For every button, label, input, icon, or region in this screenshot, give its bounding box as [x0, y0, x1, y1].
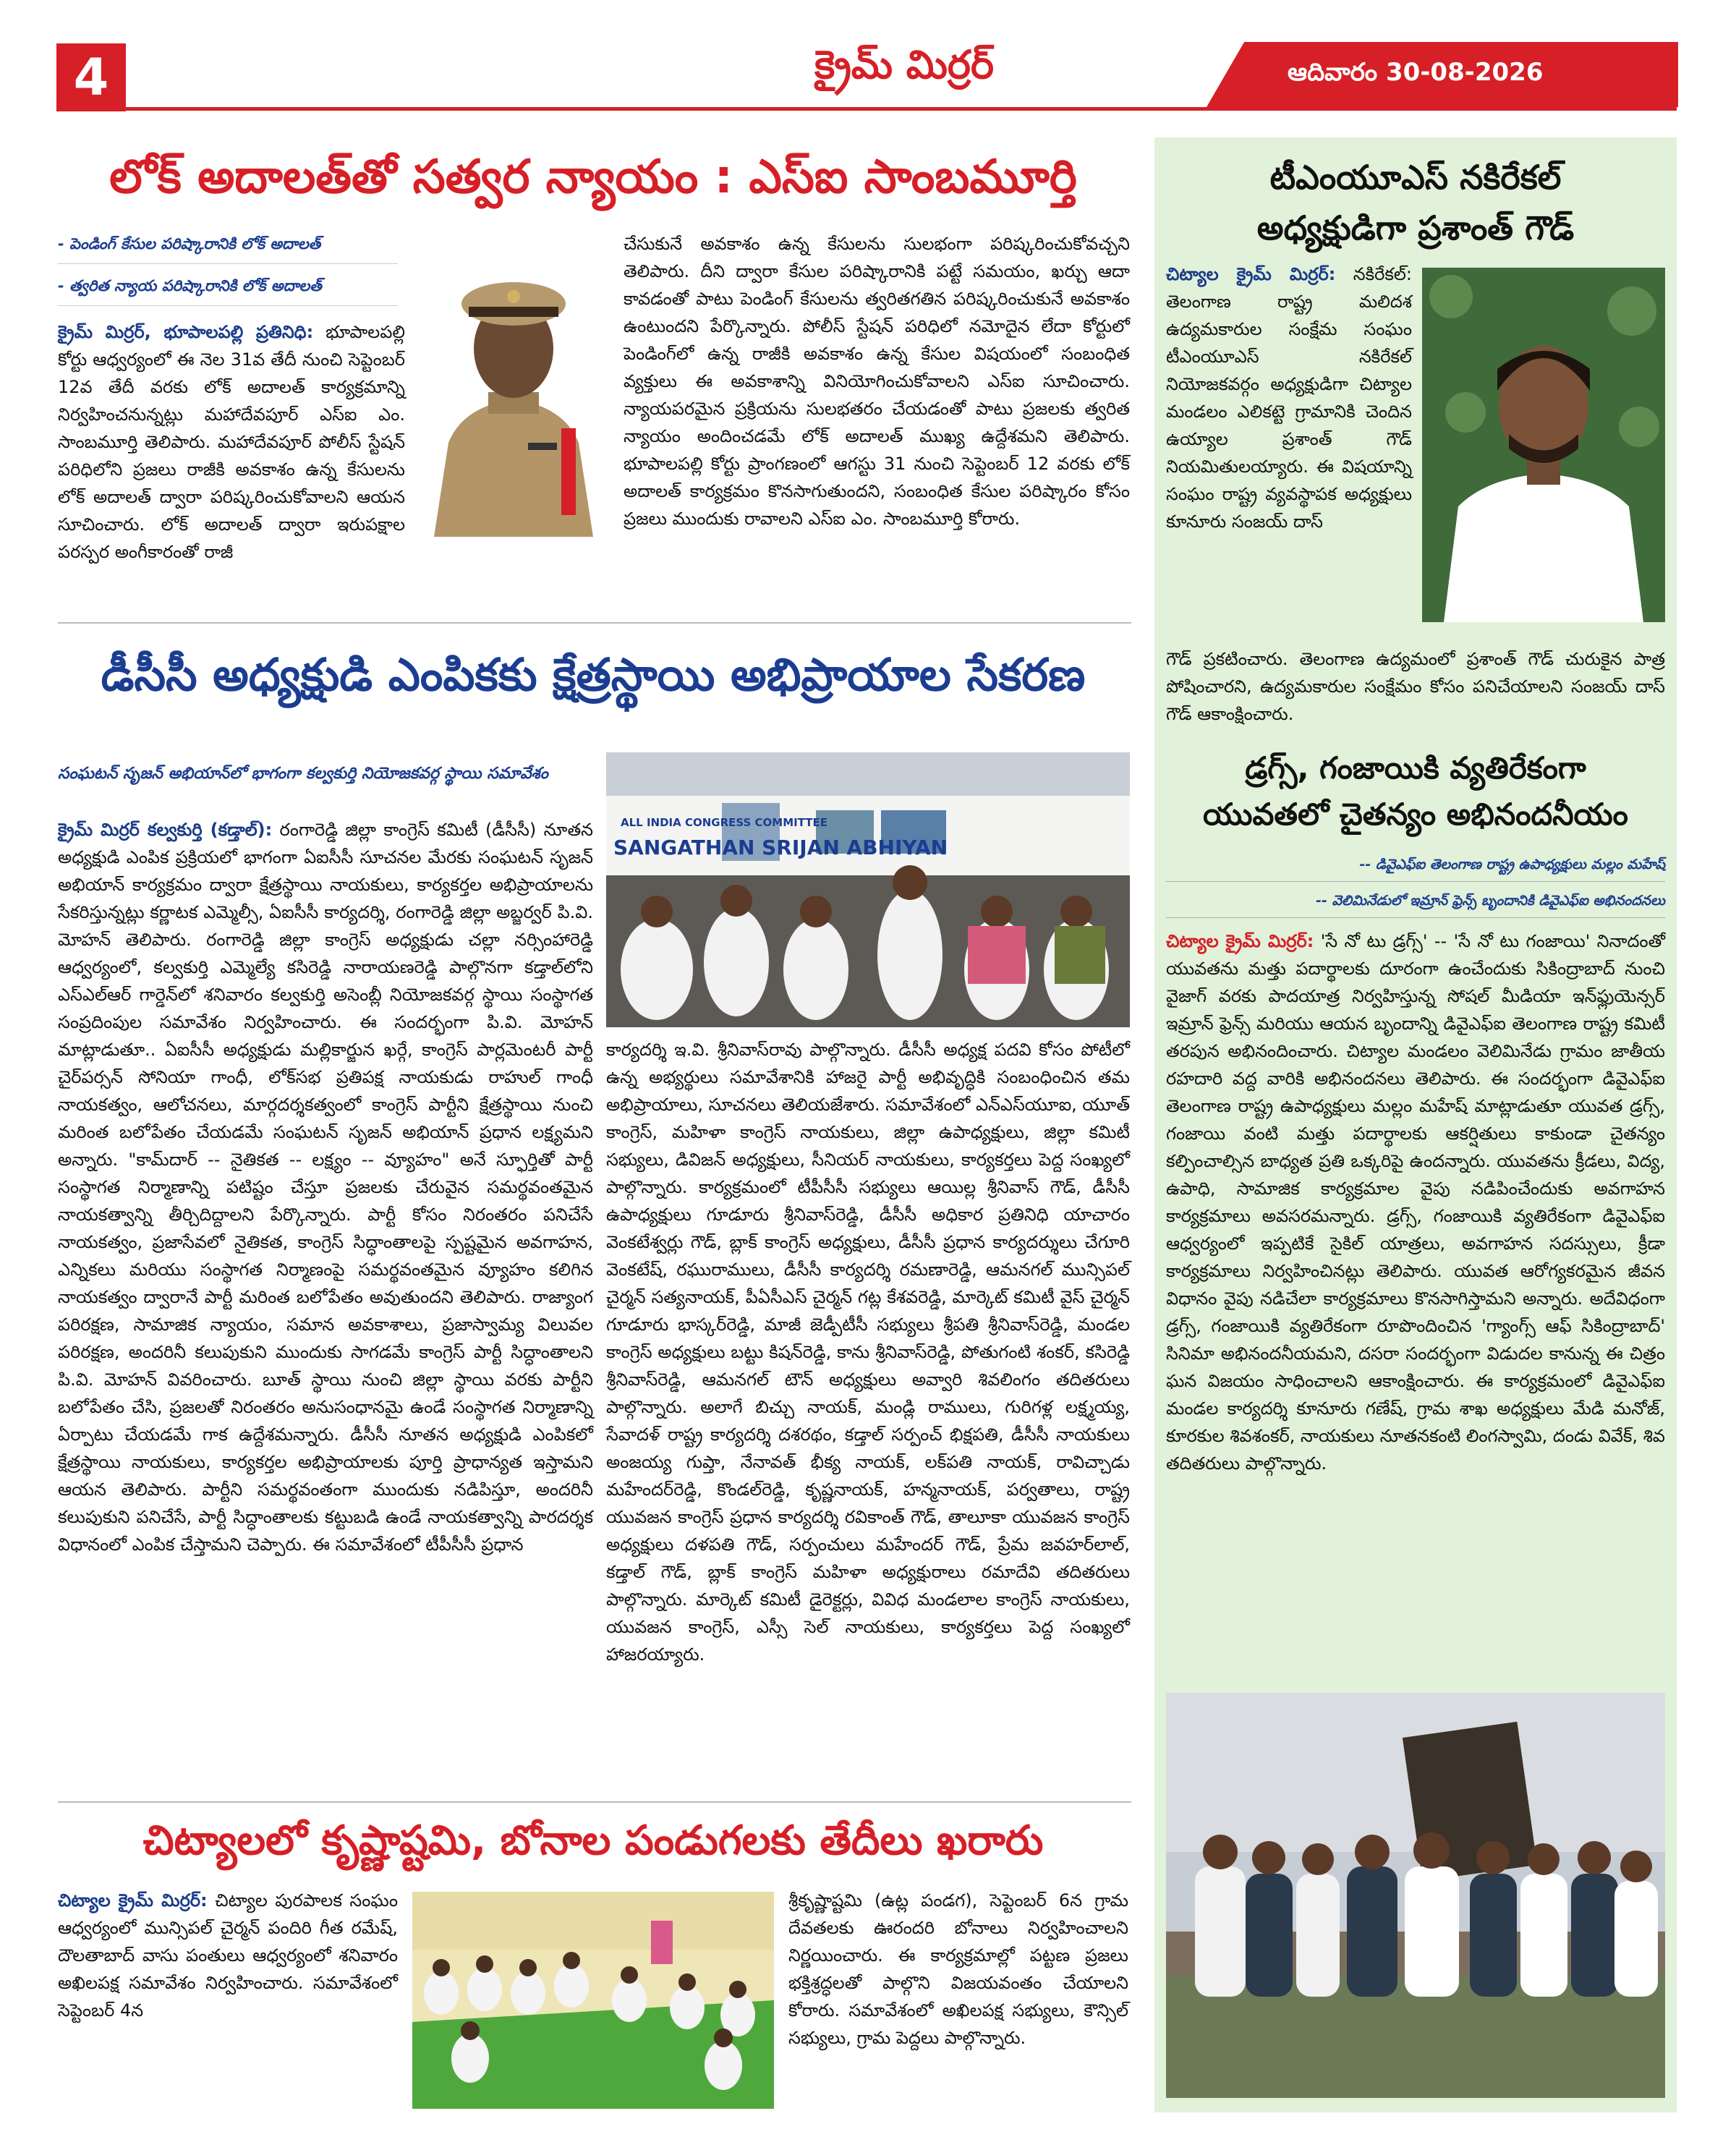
- story1-byline: క్రైమ్ మిర్రర్, భూపాలపల్లి ప్రతినిధి:: [58, 322, 314, 342]
- side2-headline-line1: డ్రగ్స్, గంజాయికి వ్యతిరేకంగా: [1245, 750, 1586, 786]
- story1-subhead-1: - పెండింగ్ కేసుల పరిష్కారానికి లోక్ అదాలత్: [58, 231, 398, 264]
- side2-byline: చిట్యాల క్రైమ్ మిర్రర్:: [1166, 931, 1314, 951]
- issue-date: ఆదివారం 30-08-2026: [1288, 58, 1544, 87]
- side1-col-full: గౌడ్ ప్రకటించారు. తెలంగాణ ఉద్యమంలో ప్రశాంత్ గౌడ్ చురుకైన పాత్ర పోషించారని, ఉద్యమకారుల సంక్షేమం కోసం పనిచేయాలని సంజయ్ దాస్ గౌడ్ ఆకాంక్షించారు.: [1166, 649, 1665, 724]
- story3-col1-text: చిట్యాల పురపాలక సంఘం ఆధ్వర్యంలో మున్సిపల్ చైర్మన్ పందిరి గీత రమేష్, దౌలతాబాద్ వాసు పంతులు ఆధ్వర్యంలో శనివారం అఖిలపక్ష సమావేశం నిర్వహించారు. సమావేశంలో సెప్టెంబర్ 4న: [58, 1890, 398, 2021]
- story2-col1: [58, 816, 593, 1558]
- side1-headline-line1: టీఎంయూఎస్ నకిరేకల్: [1269, 158, 1562, 197]
- story2-headline: డీసీసీ అధ్యక్షుడి ఎంపికకు క్షేత్రస్థాయి అభిప్రాయాల సేకరణ: [101, 648, 1086, 701]
- side1-headline-line2: అధ్యక్షుడిగా ప్రశాంత్ గౌడ్: [1256, 208, 1575, 247]
- side2-body: [1166, 927, 1665, 1477]
- story2-col1-text: రంగారెడ్డి జిల్లా కాంగ్రెస్ కమిటీ (డీసీసీ) నూతన అధ్యక్షుడి ఎంపిక ప్రక్రియలో భాగంగా ఏఐసీసీ సూచనల మేరకు సంఘటన్ సృజన్ అభియాన్ కార్యక్రమం ద్వారా క్షేత్రస్థాయి నాయకులు, కార్యకర్తల అభిప్రాయాలను సేకరిస్తున్నట్లు కర్ణాటక ఎమ్మెల్సీ, ఏఐసీసీ కార్యదర్శి, రంగారెడ్డి జిల్లా అబ్జర్వర్ పి.వి. మోహన్ తెలిపారు. రంగారెడ్డి జిల్లా కాంగ్రెస్ అధ్యక్షుడు చల్లా నర్సింహారెడ్డి ఆధ్వర్యంలో, కల్వకుర్తి ఎమ్మెల్యే కసిరెడ్డి నారాయణరెడ్డి పాల్గొనగా కడ్తాల్‌లోని ఎస్ఎల్ఆర్ గార్డెన్‌లో శనివారం కల్వకుర్తి అసెంబ్లీ నియోజకవర్గ స్థాయి సంస్థాగత సంప్రదింపుల సమావేశం నిర్వహించారు. ఈ సందర్భంగా పి.వి. మోహన్ మాట్లాడుతూ.. ఏఐసీసీ అధ్యక్షుడు మల్లికార్జున ఖర్గే, కాంగ్రెస్ పార్లమెంటరీ పార్టీ చైర్‌పర్సన్ సోనియా గాంధీ, లోక్‌సభ ప్రతిపక్ష నాయకుడు రాహుల్ గాంధీ నాయకత్వం, ఆలోచనలు, మార్గదర్శకత్వంలో కాంగ్రెస్ పార్టీని క్షేత్రస్థాయి నుంచి మరింత బలోపేతం చేయడమే సంఘటన్ సృజన్ అభియాన్ ప్రధాన లక్ష్యమని అన్నారు. "కామ్‌దార్ -- నైతికత -- లక్ష్యం -- వ్యూహం" అనే స్ఫూర్తితో పార్టీ సంస్థాగత నిర్మాణాన్ని పటిష్టం చేస్తూ ప్రజలకు చేరువైన సమర్థవంతమైన నాయకత్వాన్ని తీర్చిదిద్దాలని పేర్కొన్నారు. పార్టీ కోసం నిరంతరం పనిచేసే నాయకత్వం, ప్రజాసేవలో నైతికత, కాంగ్రెస్ సిద్ధాంతాలపై స్పష్టమైన అవగాహన, ఎన్నికలు మరియు సంస్థాగత నిర్మాణంపై సమర్థవంతమైన వ్యూహం కలిగిన నాయకత్వం ద్వారానే పార్టీ మరింత బలోపేతం అవుతుందని తెలిపారు. రాజ్యాంగ పరిరక్షణ, సామాజిక న్యాయం, సమాన అవకాశాలు, ప్రజాస్వామ్య విలువల పరిరక్షణ, అందరినీ కలుపుకుని ముందుకు సాగడమే కాంగ్రెస్ పార్టీ సిద్ధాంతాలని పి.వి. మోహన్ వివరించారు. బూత్ స్థాయి నుంచి జిల్లా స్థాయి వరకు పార్టీని బలోపేతం చేసి, ప్రజలతో నిరంతరం అనుసంధానమై ఉండే సంస్థాగత నిర్మాణాన్ని ఏర్పాటు చేయడమే గాక ఉద్దేశమన్నారు. డీసీసీ నూతన అధ్యక్షుడి ఎంపికలో క్షేత్రస్థాయి నాయకులు, కార్యకర్తల అభిప్రాయాలకు పూర్తి ప్రాధాన్యత ఇస్తామని ఆయన తెలిపారు. పార్టీని సమర్థవంతంగా ముందుకు నడిపిస్తూ, అందరినీ కలుపుకుని పనిచేసే, పార్టీ సిద్ధాంతాలకు కట్టుబడి ఉండే నాయకత్వాన్ని పారదర్శక విధానంలో ఎంపిక చేస్తామని చెప్పారు. ఈ సమావేశంలో టీపీసీసీ ప్రధాన: [58, 820, 593, 1555]
- side2-subhead-2: -- వెలిమినేడులో ఇమ్రాన్ ఫ్రెన్స్ బృందానికి డివైఎఫ్ఐ అభినందనలు: [1166, 888, 1665, 918]
- masthead-title: క్రైమ్ మిర్రర్: [814, 42, 994, 88]
- divider-1: [58, 622, 1131, 624]
- side2-headline-line2: యువతలో చైతన్యం అభినందనీయం: [1203, 796, 1628, 832]
- story2-col2: కార్యదర్శి ఇ.వి. శ్రీనివాస్‌రావు పాల్గొన్నారు. డీసీసీ అధ్యక్ష పదవి కోసం పోటీలో ఉన్న అభ్యర్థులు సమావేశానికి హాజరై పార్టీ అభివృద్ధికి సంబంధించిన తమ అభిప్రాయాలు, సూచనలు తెలియజేశారు. సమావేశంలో ఎన్ఎస్‌యూఐ, యూత్ కాంగ్రెస్, మహిళా కాంగ్రెస్ నాయకులు, జిల్లా ఉపాధ్యక్షులు, జిల్లా కమిటీ సభ్యులు, డివిజన్ అధ్యక్షులు, సీనియర్ నాయకులు, కార్యకర్తలు పెద్ద సంఖ్యలో పాల్గొన్నారు. కార్యక్రమంలో టీపీసీసీ సభ్యులు ఆయిల్ల శ్రీనివాస్ గౌడ్, డీసీసీ ఉపాధ్యక్షులు గూడూరు శ్రీనివాస్‌రెడ్డి, డీసీసీ అధికార ప్రతినిధి యాచారం వెంకటేశ్వర్లు గౌడ్, బ్లాక్ కాంగ్రెస్ అధ్యక్షులు, డీసీసీ ప్రధాన కార్యదర్శులు చేగూరి వెంకటేష్, రఘురాములు, డీసీసీ కార్యదర్శి రమణారెడ్డి, ఆమనగల్ మున్సిపల్ చైర్మన్ సత్యనాయక్, పీఏసీఎస్ చైర్మన్ గట్ల కేశవరెడ్డి, మార్కెట్ కమిటీ వైస్ చైర్మన్ గూడూరు భాస్కర్‌రెడ్డి, మాజీ జెడ్పీటీసీ సభ్యులు శ్రీపతి శ్రీనివాస్‌రెడ్డి, మండల కాంగ్రెస్ అధ్యక్షులు బట్టు కిషన్‌రెడ్డి, కాను శ్రీనివాస్‌రెడ్డి, పోతుగంటి శంకర్, కసిరెడ్డి శ్రీనివాస్‌రెడ్డి, ఆమనగల్ టౌన్ అధ్యక్షులు అవ్వారి శివలింగం తదితరులు పాల్గొన్నారు. అలాగే బిచ్చు నాయక్, మండ్లి రాములు, గురిగళ్ల లక్ష్మయ్య, సేవాదళ్ రాష్ట్ర కార్యదర్శి దశరథం, కడ్తాల్ సర్పంచ్ భిక్షపతి, డీసీసీ నాయకులు అంజయ్య గుప్తా, నేనావత్ భీక్య నాయక్, లక్‌పతి నాయక్, రావిచ్చాడు మహేందర్‌రెడ్డి, కొండల్‌రెడ్డి, కృష్ణనాయక్, హన్మనాయక్, పర్వతాలు, రాష్ట్ర యువజన కాంగ్రెస్ ప్రధాన కార్యదర్శి రవికాంత్ గౌడ్, తాలూకా యువజన కాంగ్రెస్ అధ్యక్షులు దళపతి గౌడ్, సర్పంచులు మహేందర్ గౌడ్, ప్రేమ జవహర్‌లాల్, కడ్తాల్ గౌడ్, బ్లాక్ కాంగ్రెస్ మహిళా అధ్యక్షురాలు రమాదేవి తదితరులు పాల్గొన్నారు. మార్కెట్ కమిటీ డైరెక్టర్లు, వివిధ మండలాల కాంగ్రెస్ నాయకులు, యువజన కాంగ్రెస్, ఎస్సీ సెల్ నాయకులు, కార్యకర్తలు పెద్ద సంఖ్యలో హాజరయ్యారు.: [606, 1040, 1130, 1665]
- prashanth-goud-photo: [1422, 268, 1665, 622]
- masthead: [752, 36, 1056, 94]
- si-photo: [420, 226, 608, 537]
- congress-meeting-photo: [606, 752, 1130, 1027]
- dyfi-group-photo: [1166, 1693, 1665, 2098]
- side1-byline: చిట్యాల క్రైమ్ మిర్రర్:: [1166, 264, 1336, 284]
- side2-body-text: 'సే నో టు డ్రగ్స్' -- 'సే నో టు గంజాయి' నినాదంతో యువతను మత్తు పదార్థాలకు దూరంగా ఉంచేందుకు సికింద్రాబాద్ నుంచి వైజాగ్ వరకు పాదయాత్ర నిర్వహిస్తున్న సోషల్ మీడియా ఇన్‌ఫ్లుయెన్సర్ ఇమ్రాన్ ఫ్రెన్స్ మరియు ఆయన బృందాన్ని డివైఎఫ్ఐ తెలంగాణ రాష్ట్ర కమిటీ తరపున అభినందించారు. చిట్యాల మండలం వెలిమినేడు గ్రామం జాతీయ రహదారి వద్ద వారికి అభినందనలు తెలిపారు. ఈ సందర్భంగా డివైఎఫ్ఐ తెలంగాణ రాష్ట్ర ఉపాధ్యక్షులు మల్లం మహేష్ మాట్లాడుతూ యువత డ్రగ్స్, గంజాయి వంటి మత్తు పదార్థాలకు ఆకర్షితులు కాకుండా చైతన్యం కల్పించాల్సిన బాధ్యత ప్రతి ఒక్కరిపై ఉందన్నారు. యువతను క్రీడలు, విద్య, ఉపాధి, సామాజిక కార్యక్రమాల వైపు నడిపించేందుకు అవగాహన కార్యక్రమాలు అవసరమన్నారు. డ్రగ్స్, గంజాయికి వ్యతిరేకంగా డివైఎఫ్ఐ ఆధ్వర్యంలో ఇప్పటికే సైకిల్ యాత్రలు, అవగాహన సదస్సులు, క్రీడా కార్యక్రమాలు నిర్వహించినట్లు తెలిపారు. యువత ఆరోగ్యకరమైన జీవన విధానం వైపు నడిచేలా కార్యక్రమాలు కొనసాగిస్తామని అన్నారు. అదేవిధంగా డ్రగ్స్, గంజాయికి వ్యతిరేకంగా రూపొందించిన 'గ్యాంగ్స్ ఆఫ్ సికింద్రాబాద్' సినిమా అభినందనీయమని, దసరా సందర్భంగా విడుదల కానున్న ఈ చిత్రం ఘన విజయం సాధించాలని ఆకాంక్షించారు. ఈ కార్యక్రమంలో డివైఎఫ్ఐ మండల కార్యదర్శి కూనూరు గణేష్, గ్రామ శాఖ అధ్యక్షులు మేడి మనోజ్, కూరకుల శివశంకర్, నాయకులు నూతనకంటి లింగస్వామి, దండు వివేక్, శివ తదితరులు పాల్గొన్నారు.: [1166, 931, 1665, 1474]
- story1-headline: లోక్ అదాలత్‌తో సత్వర న్యాయం : ఎస్ఐ సాంబమూర్తి: [109, 150, 1077, 204]
- story3-byline: చిట్యాల క్రైమ్ మిర్రర్:: [58, 1890, 208, 1911]
- story1-col1-text: భూపాలపల్లి కోర్టు ఆధ్వర్యంలో ఈ నెల 31వ తేదీ నుంచి సెప్టెంబర్ 12వ తేదీ వరకు లోక్ అదాలత్ కార్యక్రమాన్ని నిర్వహించనున్నట్లు మహాదేవపూర్ ఎస్ఐ ఎం. సాంబమూర్తి తెలిపారు. మహాదేవపూర్ పోలీస్ స్టేషన్ పరిధిలోని ప్రజలు రాజీకి అవకాశం ఉన్న కేసులను లోక్ అదాలత్ ద్వారా పరిష్కరించుకోవాలని ఆయన సూచించారు. లోక్ అదాలత్ ద్వారా ఇరుపక్షాల పరస్పర అంగీకారంతో రాజీ: [58, 322, 405, 562]
- page-number-box: 4: [56, 43, 126, 111]
- story2-subhead: సంఘటన్ సృజన్ అభియాన్‌లో భాగంగా కల్వకుర్తి నియోజకవర్గ స్థాయి సమావేశం: [58, 765, 548, 783]
- banner-line-1: ALL INDIA CONGRESS COMMITTEE: [621, 816, 828, 829]
- side2-subhead-1: -- డివైఎఫ్ఐ తెలంగాణ రాష్ట్ర ఉపాధ్యక్షులు మల్లం మహేష్: [1166, 852, 1665, 882]
- story3-headline: చిట్యాలలో కృష్ణాష్టమి, బోనాల పండుగలకు తేదీలు ఖరారు: [142, 1817, 1044, 1864]
- chityal-meeting-photo: [412, 1892, 774, 2109]
- story1-col1: [58, 318, 405, 566]
- divider-2: [58, 1801, 1131, 1803]
- story3-col2: శ్రీకృష్ణాష్టమి (ఉట్ల పండగ), సెప్టెంబర్ 6న గ్రామ దేవతలకు ఊరందరి బోనాలు నిర్వహించాలని నిర్ణయించారు. ఈ కార్యక్రమాల్లో పట్టణ ప్రజలు భక్తిశ్రద్ధలతో పాల్గొని విజయవంతం చేయాలని కోరారు. సమావేశంలో అఖిలపక్ష సభ్యులు, కౌన్సిల్ సభ్యులు, గ్రామ పెద్దలు పాల్గొన్నారు.: [788, 1890, 1128, 2048]
- side1-headline: [1154, 152, 1677, 253]
- banner-line-2: SANGATHAN SRIJAN ABHIYAN: [613, 836, 948, 859]
- story2-byline: క్రైమ్ మిర్రర్ కల్వకుర్తి (కడ్తాల్):: [58, 820, 273, 840]
- side1-col-narrow-text: నకిరేకల్: తెలంగాణ రాష్ట్ర మలిదశ ఉద్యమకారుల సంక్షేమ సంఘం టీఎంయూఎస్ నకిరేకల్ నియోజకవర్గం అధ్యక్షుడిగా చిట్యాల మండలం ఎలికట్టె గ్రామానికి చెందిన ఉయ్యాల ప్రశాంత్ గౌడ్ నియమితులయ్యారు. ఈ విషయాన్ని సంఘం రాష్ట్ర వ్యవస్థాపక అధ్యక్షులు కూనూరు సంజయ్ దాస్: [1166, 264, 1412, 532]
- header-rule: [56, 107, 1677, 111]
- side2-headline: [1154, 745, 1677, 838]
- story3-col1: [58, 1887, 398, 2024]
- story1-subhead-2: - త్వరిత న్యాయ పరిష్కారానికి లోక్ అదాలత్: [58, 273, 398, 306]
- story1-col2: చేసుకునే అవకాశం ఉన్న కేసులను సులభంగా పరిష్కరించుకోవచ్చని తెలిపారు. దీని ద్వారా కేసుల పరిష్కారానికి పట్టే సమయం, ఖర్చు ఆదా కావడంతో పాటు పెండింగ్ కేసులను త్వరితగతిన పరిష్కరించుకునే అవకాశం ఉంటుందని పేర్కొన్నారు. పోలీస్ స్టేషన్ పరిధిలో నమోదైన లేదా కోర్టులో పెండింగ్‌లో ఉన్న రాజీకి అవకాశం ఉన్న కేసుల విషయంలో సంబంధిత వ్యక్తులు ఈ అవకాశాన్ని వినియోగించుకోవాలని ఎస్ఐ సూచించారు. న్యాయపరమైన ప్రక్రియను సులభతరం చేయడంతో పాటు ప్రజలకు త్వరిత న్యాయం అందించడమే లోక్ అదాలత్ ముఖ్య ఉద్దేశమని తెలిపారు. భూపాలపల్లి కోర్టు ప్రాంగణంలో ఆగస్టు 31 నుంచి సెప్టెంబర్ 12 వరకు లోక్ అదాలత్ కార్యక్రమం కొనసాగుతుందని, సంబంధిత కేసుల పరిష్కారం కోసం ప్రజలు ముందుకు రావాలని ఎస్ఐ ఎం. సాంబమూర్తి కోరారు.: [624, 234, 1130, 529]
- side1-col-narrow: [1166, 260, 1412, 535]
